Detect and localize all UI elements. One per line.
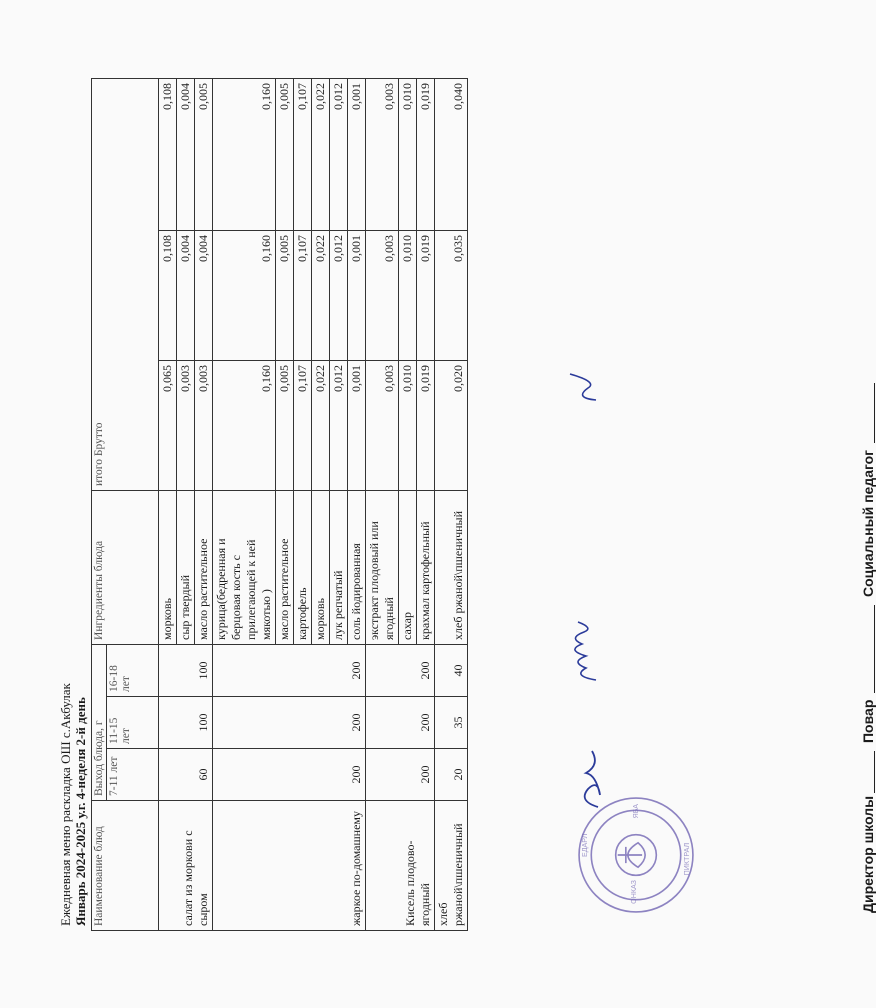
- portion-11-15: 35: [435, 697, 468, 749]
- cook-signature: [566, 616, 606, 686]
- table-row: [213, 78, 276, 930]
- gross-11-15: 0,004: [177, 230, 195, 360]
- portion-7-11: 200: [213, 749, 366, 801]
- ingredient-name: соль йодированная: [348, 490, 366, 644]
- director-signature-line: [860, 751, 875, 793]
- gross-11-15: 0,035: [435, 230, 468, 360]
- gross-11-15: 0,022: [312, 230, 330, 360]
- column-header-age-11-15: 11-15 лет: [107, 697, 159, 749]
- social-teacher-signature-line: [860, 383, 875, 443]
- gross-11-15: 0,004: [195, 230, 213, 360]
- gross-16-18: 0,022: [312, 78, 330, 230]
- portion-16-18: 100: [159, 644, 213, 696]
- gross-7-11: 0,005: [276, 360, 294, 490]
- ingredient-name: сахар: [399, 490, 417, 644]
- dish-name: жаркое по-домашнему: [213, 801, 366, 931]
- column-header-age-7-11: 7-11 лет: [107, 749, 159, 801]
- gross-7-11: 0,107: [294, 360, 312, 490]
- gross-11-15: 0,003: [366, 230, 399, 360]
- table-row: [159, 78, 177, 930]
- column-header-age-16-18: 16-18 лет: [107, 644, 159, 696]
- gross-16-18: 0,012: [330, 78, 348, 230]
- gross-7-11: 0,020: [435, 360, 468, 490]
- gross-16-18: 0,001: [348, 78, 366, 230]
- dish-name: салат из моркови с сыром: [159, 801, 213, 931]
- svg-text:ЯБА: ЯБА: [632, 804, 641, 819]
- ingredient-name: курица(бедренная и берцовая кость с прилегающей к ней мякотью ): [213, 490, 276, 644]
- gross-7-11: 0,019: [417, 360, 435, 490]
- ingredient-name: морковь: [312, 490, 330, 644]
- gross-7-11: 0,010: [399, 360, 417, 490]
- gross-16-18: 0,003: [366, 78, 399, 230]
- cook-label: Повар: [860, 699, 876, 743]
- column-header-total: итого Брутто: [92, 78, 159, 490]
- menu-table-body: [159, 78, 468, 930]
- gross-11-15: 0,160: [213, 230, 276, 360]
- portion-7-11: 200: [366, 749, 435, 801]
- gross-7-11: 0,160: [213, 360, 276, 490]
- gross-11-15: 0,005: [276, 230, 294, 360]
- portion-11-15: 100: [159, 697, 213, 749]
- document-subtitle: Январь 2024-2025 у.г. 4-неделя 2-й день: [73, 697, 88, 926]
- gross-7-11: 0,003: [177, 360, 195, 490]
- portion-11-15: 200: [213, 697, 366, 749]
- gross-7-11: 0,003: [366, 360, 399, 490]
- ingredient-name: лук репчатый: [330, 490, 348, 644]
- ingredient-name: картофель: [294, 490, 312, 644]
- director-signature: [574, 743, 608, 813]
- portion-7-11: 60: [159, 749, 213, 801]
- portion-11-15: 200: [366, 697, 435, 749]
- table-row: [366, 78, 399, 930]
- menu-table: [91, 78, 468, 931]
- gross-11-15: 0,019: [417, 230, 435, 360]
- gross-11-15: 0,108: [159, 230, 177, 360]
- document-title: Ежедневная меню раскладка ОШ с.Акбулак: [58, 683, 73, 926]
- gross-7-11: 0,012: [330, 360, 348, 490]
- ingredient-name: масло растительное: [195, 490, 213, 644]
- gross-16-18: 0,005: [195, 78, 213, 230]
- gross-16-18: 0,107: [294, 78, 312, 230]
- ingredient-name: морковь: [159, 490, 177, 644]
- gross-11-15: 0,001: [348, 230, 366, 360]
- ingredient-name: крахмал картофельный: [417, 490, 435, 644]
- ingredient-name: хлеб ржаной\пшеничный: [435, 490, 468, 644]
- gross-7-11: 0,001: [348, 360, 366, 490]
- social-teacher-label: Социальный педагог: [860, 449, 876, 597]
- portion-16-18: 200: [213, 644, 366, 696]
- director-label: Директор школы: [860, 795, 876, 913]
- gross-11-15: 0,107: [294, 230, 312, 360]
- dish-name: Кисель плодово-ягодный: [366, 801, 435, 931]
- social-teacher-signature: [566, 364, 606, 408]
- portion-16-18: 200: [366, 644, 435, 696]
- svg-text:ПИКТРАЛ: ПИКТРАЛ: [682, 842, 691, 876]
- gross-16-18: 0,005: [276, 78, 294, 230]
- column-header-dish: Наименование блюд: [92, 801, 159, 931]
- table-row: [435, 78, 468, 930]
- gross-11-15: 0,012: [330, 230, 348, 360]
- svg-text:ЕДАРЛ: ЕДАРЛ: [581, 833, 590, 858]
- column-header-output: Выход блюда, г: [92, 644, 107, 800]
- gross-16-18: 0,010: [399, 78, 417, 230]
- dish-name: хлеб ржаной\пшеничный: [435, 801, 468, 931]
- ingredient-name: экстракт плодовый или ягодный: [366, 490, 399, 644]
- gross-7-11: 0,022: [312, 360, 330, 490]
- column-header-ingredients: Ингредиенты блюда: [92, 490, 159, 644]
- gross-16-18: 0,004: [177, 78, 195, 230]
- portion-16-18: 40: [435, 644, 468, 696]
- gross-16-18: 0,040: [435, 78, 468, 230]
- cook-signature-line: [860, 605, 875, 693]
- gross-7-11: 0,003: [195, 360, 213, 490]
- gross-7-11: 0,065: [159, 360, 177, 490]
- gross-16-18: 0,019: [417, 78, 435, 230]
- svg-text:ОНКАЗ: ОНКАЗ: [630, 880, 638, 904]
- gross-11-15: 0,010: [399, 230, 417, 360]
- ingredient-name: сыр твердый: [177, 490, 195, 644]
- gross-16-18: 0,160: [213, 78, 276, 230]
- ingredient-name: масло растительное: [276, 490, 294, 644]
- portion-7-11: 20: [435, 749, 468, 801]
- gross-16-18: 0,108: [159, 78, 177, 230]
